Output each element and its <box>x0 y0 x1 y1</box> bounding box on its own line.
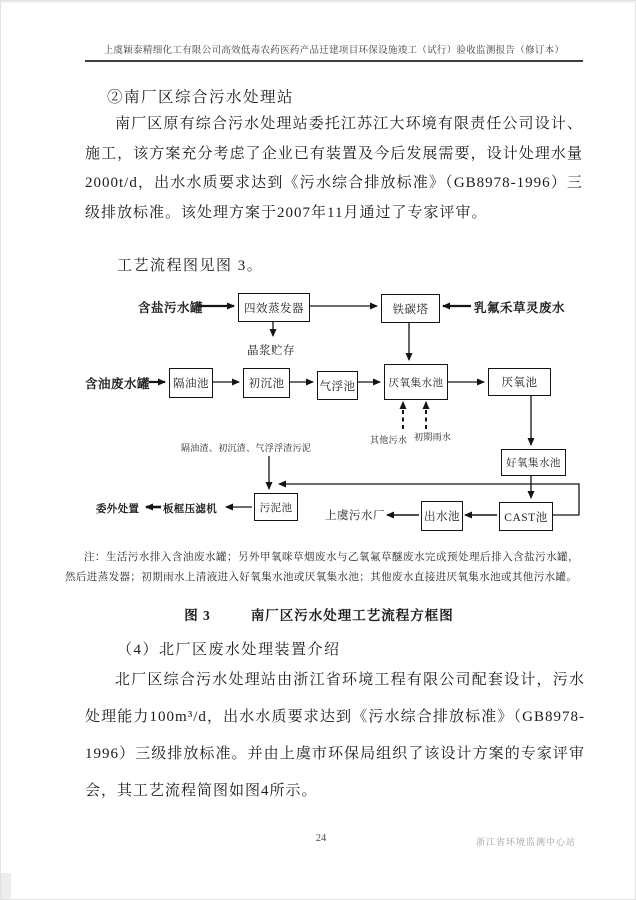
section-heading-south-plant: ②南厂区综合污水处理站 <box>107 89 295 106</box>
flow-box-aerobic-collecting-tank: 好氧集水池 <box>501 449 566 476</box>
flow-box-effluent-tank: 出水池 <box>421 501 463 531</box>
figure3-caption-number: 图 3 <box>184 608 211 623</box>
flow-label-filter-press: 板框压滤机 <box>163 504 217 515</box>
section-heading-north-plant: （4）北厂区废水处理装置介绍 <box>117 642 341 658</box>
flow-label-sludge-sources: 隔油渣、初沉渣、气浮浮渣污泥 <box>181 443 312 453</box>
flow-box-air-flotation: 气浮池 <box>317 371 358 400</box>
flow-box-cast-tank: CAST池 <box>499 502 553 531</box>
paragraph-see-figure3: 工艺流程图见图 3。 <box>117 258 264 274</box>
figure3-caption-title: 南厂区污水处理工艺流程方框图 <box>250 608 454 623</box>
figure3-note: 注：生活污水排入含油废水罐；另外甲氧咪草烟废水与乙氧氟草醚废水完成预处理后排入含盐污水罐，然后进蒸发器；初期雨水上清液进入好氧集水池或厌氧集水池；其他废水直接进厌氧集水池或其他污水罐。 <box>65 552 579 583</box>
flow-label-external-disposal: 委外处置 <box>96 504 140 515</box>
scan-edge-artifact <box>1 1 636 3</box>
paragraph-north-plant-intro: 北厂区综合污水处理站由浙江省环境工程有限公司配套设计，污水处理能力100m³/d，出水水质要求达到《污水综合排放标准》（GB8978-1996）三级排放标准。并由上虞市环保局组织了该设计方案的专家评审会，其工艺流程简图如图4所示。 <box>85 672 585 799</box>
scan-corner-artifact <box>1 873 11 899</box>
footer-watermark: 浙江省环境监测中心站 <box>475 837 576 847</box>
flow-label-lactofen-wastewater: 乳氟禾草灵废水 <box>474 301 566 315</box>
flow-label-salt-wastewater-tank: 含盐污水罐 <box>138 301 204 315</box>
flow-label-initial-rainwater: 初期雨水 <box>414 432 452 442</box>
page-number: 24 <box>315 833 327 844</box>
flow-label-outfall-wwtp: 上虞污水厂 <box>325 510 385 522</box>
flow-label-oily-wastewater-tank: 含油废水罐 <box>85 377 151 391</box>
flow-box-anaerobic-collecting-tank: 厌氧集水池 <box>384 364 448 400</box>
flow-box-evaporator: 四效蒸发器 <box>238 293 310 322</box>
paragraph-south-plant-intro: 南厂区原有综合污水处理站委托江苏江大环境有限责任公司设计、施工，该方案充分考虑了企业已有装置及今后发展需要，设计处理水量2000t/d，出水水质要求达到《污水综合排放标准》（GB8978-1996）三级排放标准。该处理方案于2007年11月通过了专家评审。 <box>85 116 583 221</box>
flow-label-other-sewage: 其他污水 <box>370 435 408 445</box>
flow-box-primary-sedimentation: 初沉池 <box>243 368 290 398</box>
flow-label-crystal-storage: 晶浆贮存 <box>247 345 295 357</box>
figure3-flowchart <box>1 284 636 546</box>
flow-box-iron-carbon-tower: 铁碳塔 <box>381 294 440 323</box>
flow-box-anaerobic-tank: 厌氧池 <box>488 368 551 396</box>
flow-box-sludge-tank: 污泥池 <box>254 493 298 521</box>
figure3-caption <box>1 604 636 624</box>
flow-box-oil-separation: 隔油池 <box>169 368 213 398</box>
page-header-title: 上虞颖泰精细化工有限公司高效低毒农药医药产品迁建项目环保设施竣工（试行）验收监测报告（修订本） <box>85 42 583 62</box>
